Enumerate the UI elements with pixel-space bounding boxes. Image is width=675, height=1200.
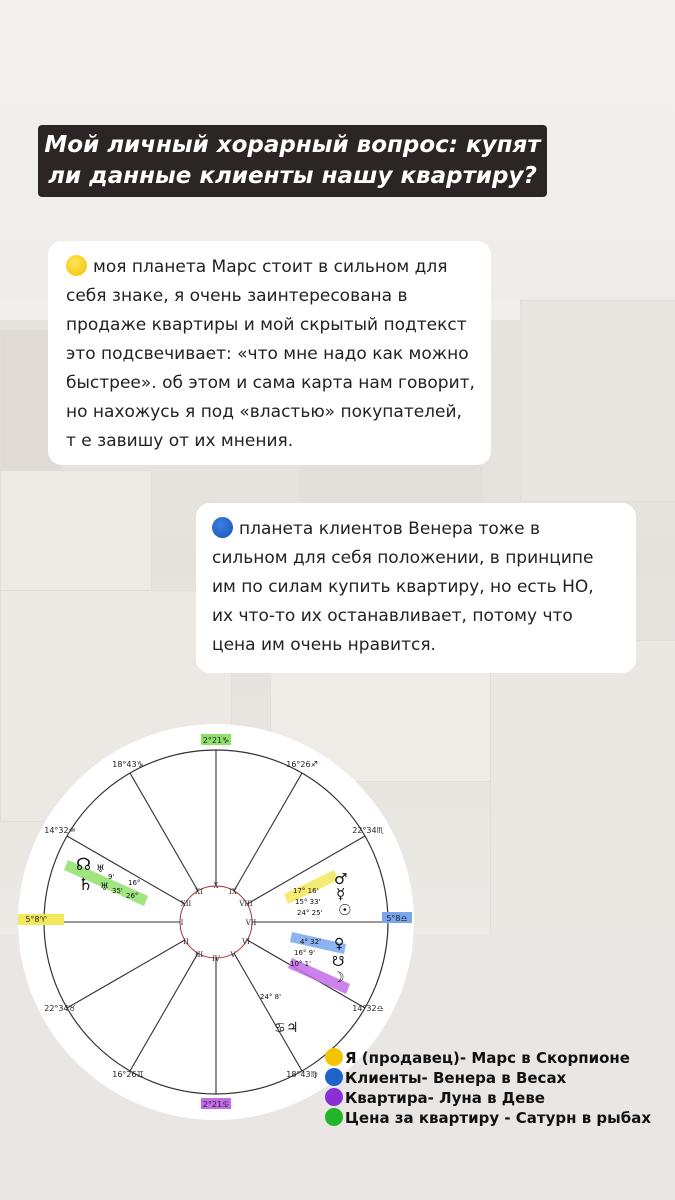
legend-label: Клиенты- Венера в Весах bbox=[345, 1069, 567, 1087]
house-number: XI bbox=[195, 888, 203, 896]
cusp-label-ic: 2°21♋ bbox=[202, 1100, 230, 1109]
cusp-label-5: 16°26♊ bbox=[112, 1070, 144, 1079]
house-number: I bbox=[180, 919, 184, 927]
house-number: V bbox=[230, 951, 236, 959]
cusp-label-mc: 2°21♑ bbox=[202, 736, 230, 745]
legend-item-apartment bbox=[325, 1088, 670, 1108]
legend bbox=[325, 1048, 670, 1128]
cusp-label-11: 16°26♐ bbox=[286, 760, 318, 769]
uranus-small-glyph: ♅ bbox=[100, 882, 109, 893]
seller-note-text: моя планета Марс стоит в сильном для себя знаке, я очень заинтересована в продаже квартиры и мой скрытый подтекст это подсвечивает: «что мне надо как можно быстрее». об этом и сама карта нам говорит, но нахожусь я под «властью» покупателей, т е завишу от их мнения. bbox=[66, 257, 475, 451]
mars-glyph: ♂ bbox=[334, 870, 348, 888]
cusp-label-3: 18°43♍ bbox=[286, 1070, 318, 1079]
house-number: III bbox=[194, 951, 204, 959]
house-number: II bbox=[183, 938, 189, 946]
legend-item-seller bbox=[325, 1048, 670, 1068]
house-number: VI bbox=[242, 938, 250, 946]
uranus-glyph: ♅ bbox=[96, 864, 105, 875]
saturn-glyph: ♄ bbox=[78, 875, 94, 895]
legend-label: Квартира- Луна в Деве bbox=[345, 1089, 545, 1107]
moon-degree: 10° 1' bbox=[290, 960, 312, 968]
cancer-glyph: ♋ bbox=[274, 1021, 286, 1036]
yellow-circle-icon bbox=[66, 255, 87, 276]
cusp-label-dsc: 5°8♎ bbox=[386, 914, 408, 923]
cusp-label-2: 14°32♎ bbox=[352, 1004, 384, 1013]
node-degree: 9' bbox=[108, 873, 115, 881]
node-mark: 16° bbox=[128, 879, 141, 887]
south-node-degree: 16° 9' bbox=[294, 949, 316, 957]
venus-glyph: ♀ bbox=[334, 936, 345, 952]
legend-item-clients bbox=[325, 1068, 670, 1088]
mercury-glyph: ☿ bbox=[336, 885, 346, 903]
story-title: Мой личный хорарный вопрос: купят ли данные клиенты нашу квартиру? bbox=[38, 125, 547, 197]
green-dot-icon bbox=[325, 1108, 343, 1126]
legend-item-price bbox=[325, 1108, 670, 1128]
moon-glyph: ☽ bbox=[332, 970, 345, 986]
mars-degree: 17° 16' bbox=[293, 887, 319, 895]
clients-note-text: планета клиентов Венера тоже в сильном для себя положении, в принципе им по силам купить квартиру, но есть НО, их что-то их останавливает, потому что цена им очень нравится. bbox=[212, 519, 594, 655]
seller-note-card bbox=[48, 241, 491, 465]
purple-dot-icon bbox=[325, 1088, 343, 1106]
yellow-dot-icon bbox=[325, 1048, 343, 1066]
house-number: IV bbox=[212, 955, 220, 963]
blue-dot-icon bbox=[325, 1068, 343, 1086]
house-number: X bbox=[213, 882, 219, 890]
jupiter-glyph: ♃ bbox=[286, 1020, 299, 1036]
legend-label: Цена за квартиру - Сатурн в рыбах bbox=[345, 1109, 651, 1127]
cusp-label-12: 22°34♏ bbox=[352, 826, 384, 835]
cusp-label-8: 14°32♒ bbox=[44, 826, 76, 835]
north-node-glyph: ☊ bbox=[76, 855, 92, 875]
saturn-mark: 26° bbox=[126, 892, 139, 900]
south-node-glyph: ☋ bbox=[332, 954, 345, 970]
venus-degree: 4° 32' bbox=[300, 938, 322, 946]
mercury-degree: 15° 33' bbox=[295, 898, 321, 906]
legend-label: Я (продавец)- Марс в Скорпионе bbox=[345, 1049, 630, 1067]
house-number: VII bbox=[245, 919, 257, 927]
cusp-label-6: 22°34♉ bbox=[44, 1004, 76, 1013]
house-number: XII bbox=[180, 900, 192, 908]
sun-degree: 24° 25' bbox=[297, 909, 323, 917]
jupiter-degree: 24° 8' bbox=[260, 993, 282, 1001]
cusp-label-9: 18°43♑ bbox=[112, 760, 144, 769]
house-number: IX bbox=[229, 888, 237, 896]
blue-circle-icon bbox=[212, 517, 233, 538]
clients-note-card bbox=[196, 503, 636, 673]
sun-glyph: ☉ bbox=[338, 901, 352, 919]
cusp-label-asc: 5°8♈ bbox=[25, 915, 47, 924]
house-number: VIII bbox=[239, 900, 253, 908]
saturn-degree: 35' bbox=[112, 887, 123, 895]
